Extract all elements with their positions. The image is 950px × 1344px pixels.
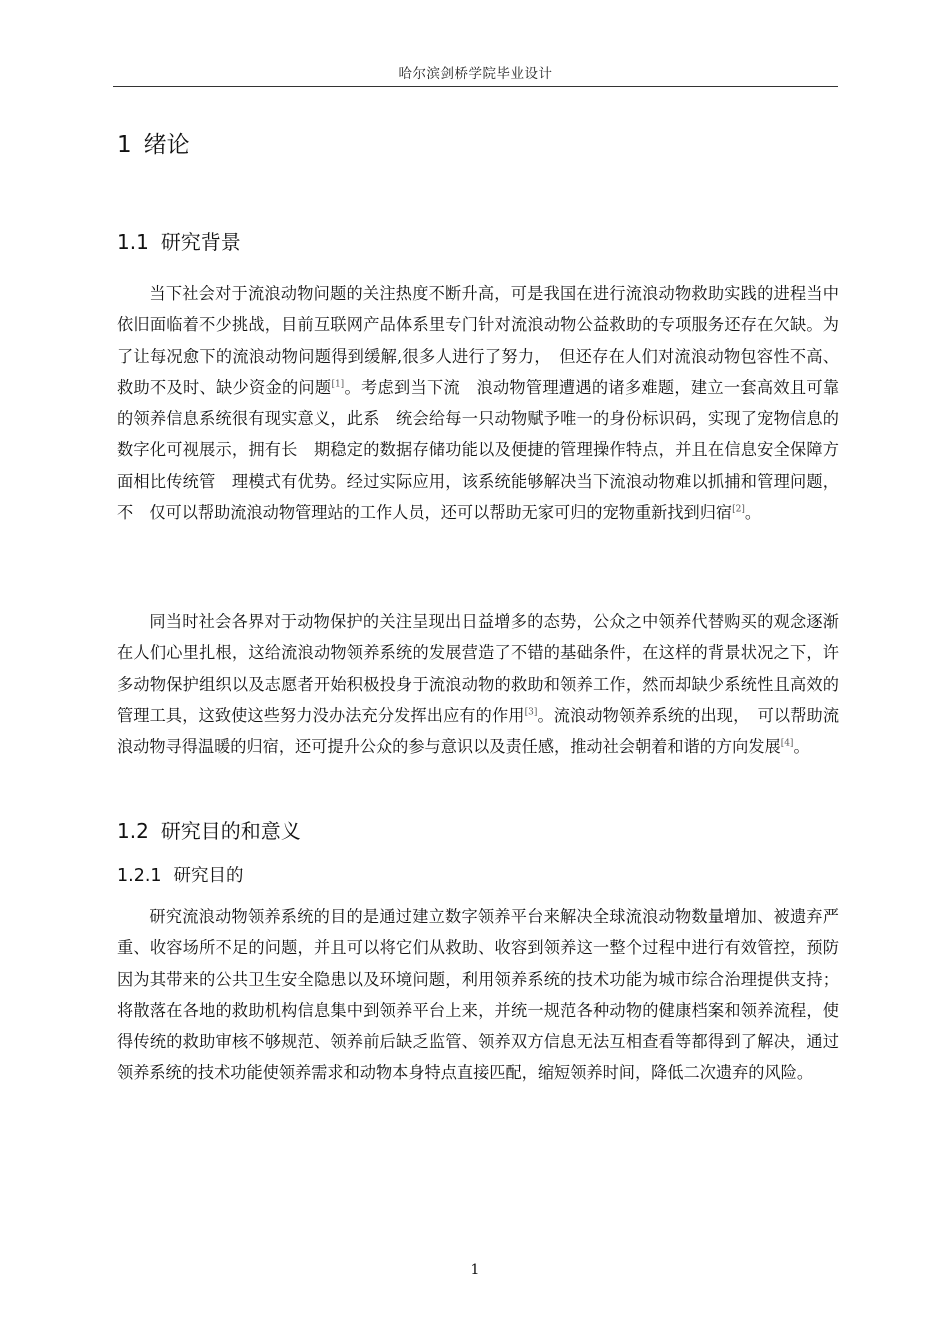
citation-2: [2] — [732, 504, 745, 515]
chapter-number: 1 — [117, 132, 132, 158]
section-number: 1.1 — [117, 230, 149, 254]
section-heading-1-1 — [117, 226, 241, 255]
subsection-number: 1.2.1 — [117, 866, 162, 886]
section-number: 1.2 — [117, 819, 149, 843]
running-header: 哈尔滨剑桥学院毕业设计 — [398, 66, 553, 82]
paragraph-text: 。流浪动物领养系统的出现， 可以帮助流浪动物寻得温暖的归宿，还可提升公众的参与意识以及责任感，推动社会朝着和谐的方向发展 — [117, 705, 840, 757]
section-title: 研究背景 — [160, 230, 241, 254]
citation-1: [1] — [331, 379, 345, 390]
paragraph-text: 。 — [793, 737, 810, 757]
paragraph-purpose — [117, 901, 839, 1089]
chapter-title: 绪论 — [143, 132, 190, 158]
section-title: 研究目的和意义 — [160, 819, 301, 843]
paragraph-text: 。考虑到当下流 浪动物管理遭遇的诸多难题，建立一套高效且可靠的领养信息系统很有现实意义，此系 统会给每一只动物赋予唯一的身份标识码，实现了宠物信息的数字化可视展示，拥有长 期稳定的数据存储功能以及便捷的管理操作特点，并且在信息安全保障方面相比传统管 理模式有优势。经过实际应用，该系统能够解决当下流浪动物难以抓捕和管理问题，不 仅可以帮助流浪动物管理站的工作人员，还可以帮助无家可归的宠物重新找到归宿 — [117, 377, 840, 523]
paragraph-text: 。 — [744, 503, 762, 523]
paragraph-text: 研究流浪动物领养系统的目的是通过建立数字领养平台来解决全球流浪动物数量增加、被遗弃严重、收容场所不足的问题，并且可以将它们从救助、收容到领养这一整个过程中进行有效管控，预防因为其带来的公共卫生安全隐患以及环境问题，利用领养系统的技术功能为城市综合治理提供支持；将散落在各地的救助机构信息集中到领养平台上来，并统一规范各种动物的健康档案和领养流程，使得传统的救助审核不够规范、领养前后缺乏监管、领养双方信息无法互相查看等都得到了解决，通过领养系统的技术功能使领养需求和动物本身特点直接匹配，缩短领养时间，降低二次遗弃的风险。 — [117, 907, 839, 1083]
chapter-heading — [117, 126, 190, 159]
citation-3: [3] — [524, 707, 538, 718]
page-number: 1 — [470, 1262, 480, 1278]
citation-4: [4] — [780, 738, 794, 749]
header-rule — [113, 86, 838, 87]
paragraph-background-1 — [117, 278, 839, 528]
subsection-title: 研究目的 — [173, 866, 244, 886]
section-heading-1-2 — [117, 815, 301, 844]
paragraph-text: 当下社会对于流浪动物问题的关注热度不断升高，可是我国在进行流浪动物救助实践的进程当中依旧面临着不少挑战，目前互联网产品体系里专门针对流浪动物公益救助的专项服务还存在欠缺。为了让每况愈下的流浪动物问题得到缓解,很多人进行了努力， 但还存在人们对流浪动物包容性不高、救助不及时、缺少资金的问题 — [117, 284, 839, 397]
paragraph-text: 同当时社会各界对于动物保护的关注呈现出日益增多的态势，公众之中领养代替购买的观念逐渐在人们心里扎根，这给流浪动物领养系统的发展营造了不错的基础条件，在这样的背景状况之下，许多动物保护组织以及志愿者开始积极投身于流浪动物的救助和领养工作，然而却缺少系统性且高效的管理工具，这致使这些努力没办法充分发挥出应有的作用 — [117, 612, 839, 725]
paragraph-background-2 — [117, 606, 839, 762]
subsection-heading-1-2-1 — [117, 862, 244, 887]
